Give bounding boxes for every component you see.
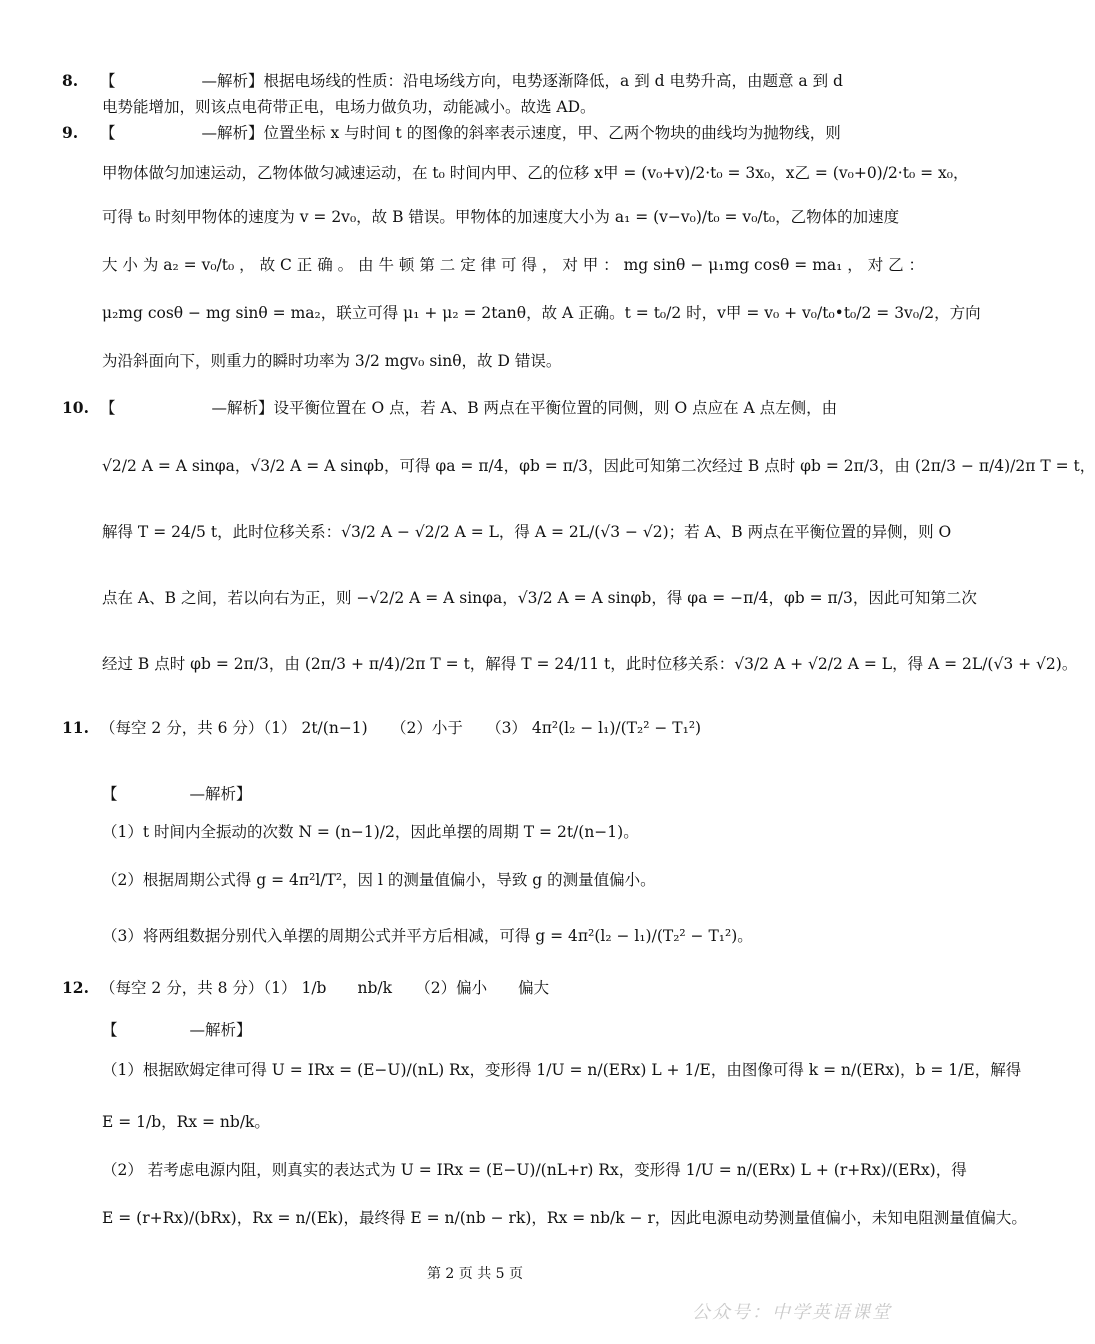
- bracket: 【: [102, 1021, 118, 1039]
- question-number: 10.: [62, 398, 89, 417]
- paragraph-line: 大 小 为 a₂ = v₀/t₀ ， 故 C 正 确 。 由 牛 顿 第 二 定 律 可 得 ， 对 甲 ： mg sinθ − μ₁mg cosθ = ma₁ ， 对 乙 ：: [102, 256, 925, 274]
- bracket: 【: [100, 124, 116, 142]
- paragraph-line: 可得 t₀ 时刻甲物体的速度为 v = 2v₀，故 B 错误。甲物体的加速度大小为 a₁ = (v−v₀)/t₀ = v₀/t₀，乙物体的加速度: [102, 208, 900, 226]
- paragraph-line: 为沿斜面向下，则重力的瞬时功率为 3/2 mgv₀ sinθ，故 D 错误。: [102, 352, 562, 370]
- watermark: 公众号：中学英语课堂: [692, 1302, 892, 1323]
- paragraph-line: 位置坐标 x 与时间 t 的图像的斜率表示速度，甲、乙两个物块的曲线均为抛物线，则: [263, 124, 841, 142]
- question-number: 12.: [62, 978, 89, 997]
- paragraph-line: 点在 A、B 之间，若以向右为正，则 −√2/2 A = A sinφa，√3/2 A = A sinφb，得 φa = −π/4，φb = π/3，因此可知第二次: [102, 589, 977, 607]
- question-10: [62, 395, 1095, 677]
- paragraph-line: （1）t 时间内全振动的次数 N = (n−1)/2，因此单摆的周期 T = 2t/(n−1)。: [102, 823, 639, 841]
- paragraph-line: （1）根据欧姆定律可得 U = IRx = (E−U)/(nL) Rx，变形得 1/U = n/(ERx) L + 1/E，由图像可得 k = n/(ERx)，b = 1/E，解得: [102, 1061, 1022, 1079]
- analysis-label: —解析】: [211, 399, 274, 417]
- paragraph-line: μ₂mg cosθ − mg sinθ = ma₂，联立可得 μ₁ + μ₂ = 2tanθ，故 A 正确。t = t₀/2 时，v甲 = v₀ + v₀/t₀•t₀/2 = 3v₀/2，方向: [102, 304, 981, 322]
- paragraph-line: 设平衡位置在 O 点，若 A、B 两点在平衡位置的同侧，则 O 点应在 A 点左侧，由: [273, 399, 838, 417]
- paragraph-line: （2） 若考虑电源内阻，则真实的表达式为 U = IRx = (E−U)/(nL+r) Rx，变形得 1/U = n/(ERx) L + (r+Rx)/(ERx)，得: [102, 1161, 967, 1179]
- question-number: 9.: [62, 123, 79, 142]
- bracket: 【: [102, 785, 118, 803]
- page-number: 第 2 页 共 5 页: [426, 1266, 524, 1282]
- paragraph-line: （3）将两组数据分别代入单摆的周期公式并平方后相减，可得 g = 4π²(l₂ − l₁)/(T₂² − T₁²)。: [102, 927, 753, 945]
- paragraph-line: 根据电场线的性质：沿电场线方向，电势逐渐降低，a 到 d 电势升高，由题意 a 到 d: [263, 72, 843, 90]
- question-12: [62, 975, 1027, 1231]
- paragraph-line: （2）根据周期公式得 g = 4π²l/T²，因 l 的测量值偏小，导致 g 的测量值偏小。: [102, 871, 656, 889]
- analysis-label: —解析】: [201, 124, 264, 142]
- paragraph-line: 甲物体做匀加速运动，乙物体做匀减速运动，在 t₀ 时间内甲、乙的位移 x甲 = (v₀+v)/2·t₀ = 3x₀，x乙 = (v₀+0)/2·t₀ = x₀，: [102, 164, 969, 182]
- question-number: 11.: [62, 718, 89, 737]
- question-9: [62, 120, 981, 374]
- paragraph-line: 解得 T = 24/5 t，此时位移关系：√3/2 A − √2/2 A = L，得 A = 2L/(√3 − √2)；若 A、B 两点在平衡位置的异侧，则 O: [102, 523, 952, 541]
- analysis-label: —解析】: [189, 1021, 252, 1039]
- analysis-label: —解析】: [201, 72, 264, 90]
- paragraph-line: E = 1/b，Rx = nb/k。: [102, 1113, 270, 1131]
- question-number: 8.: [62, 71, 79, 90]
- analysis-label: —解析】: [189, 785, 252, 803]
- question-11: [62, 715, 892, 949]
- bracket: 【: [100, 399, 116, 417]
- bracket: 【: [100, 72, 116, 90]
- answer-summary: （每空 2 分，共 6 分）（1） 2t/(n−1) （2）小于 （3） 4π²(l₂ − l₁)/(T₂² − T₁²): [100, 719, 702, 737]
- paragraph-line: 电势能增加，则该点电荷带正电，电场力做负功，动能减小。故选 AD。: [102, 98, 596, 116]
- answer-summary: （每空 2 分，共 8 分）（1） 1/b nb/k （2）偏小 偏大: [100, 979, 550, 997]
- paragraph-line: √2/2 A = A sinφa，√3/2 A = A sinφb，可得 φa = π/4，φb = π/3，因此可知第二次经过 B 点时 φb = 2π/3，由 (2π/3 − π/4)/2π T = t，: [102, 457, 1095, 475]
- question-8: [62, 68, 892, 120]
- paragraph-line: E = (r+Rx)/(bRx)，Rx = n/(Ek)，最终得 E = n/(nb − rk)，Rx = nb/k − r，因此电源电动势测量值偏小，未知电阻测量值偏大。: [102, 1209, 1027, 1227]
- paragraph-line: 经过 B 点时 φb = 2π/3，由 (2π/3 + π/4)/2π T = t，解得 T = 24/11 t，此时位移关系：√3/2 A + √2/2 A = L，得 A = 2L/(√3 + √2)。: [102, 655, 1078, 673]
